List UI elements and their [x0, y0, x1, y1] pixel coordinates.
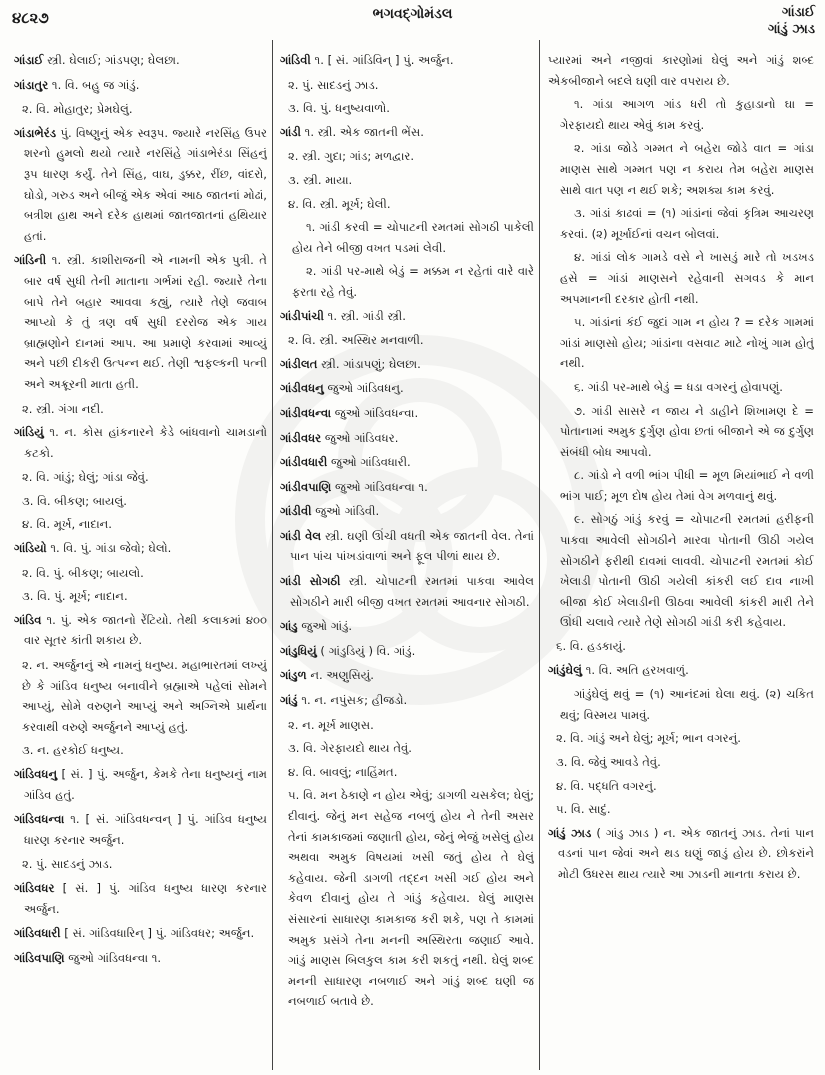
headword: ગાંડું: [280, 693, 298, 708]
guide-word-bottom: ગાંડું ઝાડ: [767, 22, 815, 37]
entry-sense: [548, 752, 814, 773]
idiom-phrase: [280, 217, 534, 258]
headword: ગાંડુધિયું: [280, 643, 317, 658]
entry-sense: [548, 728, 814, 749]
dictionary-entry: [280, 477, 534, 498]
dictionary-entry: [548, 660, 814, 681]
definition-text: સ્ત્રી. ગાંડાપણું; ઘેલછા.: [317, 356, 421, 371]
headword: ગાંડીવધારી: [280, 455, 328, 470]
definition-text: જુઓ ગાંડિવી.: [311, 504, 380, 519]
definition-text: ૪. વિ. સ્ત્રી. મૂર્ખ; ઘેલી.: [288, 196, 391, 211]
headword: ગાંડુંઘેલું: [548, 662, 583, 677]
dictionary-entry: [14, 123, 267, 247]
headword: ગાંડિવધનુ: [14, 767, 58, 781]
definition-text: ૫. વિ. મન ઠેકાણે ન હોય એવું; ડાગળી ચસકેલ; ઘેલું; દીવાનું. જેનું મન સહેજ નબળું હોય ને તેની અસર તેનાં કામકાજમાં જણાતી હોય, જેનું ભેજું ખસેલું હોય અથવા અમુક વિષયમાં ખસી જતું હોય તે ઘેલું કહેવાય. જેની ડાગળી તદ્દન ખસી ગઈ હોય અને કેવળ દીવાનું હોય તે ગાંડું કહેવાય. ઘેલું માણસ સંસારનાં સાધારણ કામકાજ કરી શકે, પણ તે કામમાં અમુક પ્રસંગે તેના મનની અસ્થિરતા જણાઈ આવે. ગાંડું માણસ બિલકુલ કામ કરી શકતું નથી. ઘેલું શબ્દ મનની સાધારણ નબળાઈ અને ગાંડું શબ્દ ઘણી જ નબળાઈ બતાવે છે.: [288, 788, 534, 1009]
dictionary-entry: [280, 403, 534, 424]
dictionary-entry: [280, 50, 534, 71]
idiom-phrase: [548, 465, 814, 506]
dictionary-entry: [280, 306, 534, 327]
dictionary-entry: [548, 823, 814, 885]
page-number: ૪૮૨૭: [12, 9, 49, 27]
definition-text: ૨. ગાંડા જોડે ગમ્મત ને બહેરા જોડે વાત = ગાંડા માણસ સાથે ગમ્મત પણ ન કરાય તેમ બહેરા માણસ સાથે વાત પણ ન થઈ શકે; અશક્ય કામ કરવું.: [560, 141, 814, 197]
guide-words: [768, 4, 815, 38]
headword: ગાંડીવી: [280, 504, 312, 519]
dictionary-entry: [280, 641, 534, 662]
dictionary-entry: [280, 122, 534, 143]
definition-text: ૧. વિ. પું. ગાંડા જેવો; ઘેલો.: [46, 541, 172, 556]
definition-text: ૩. વિ. ગેરફાયદો થાય તેવું.: [288, 741, 412, 756]
idiom-phrase: [548, 684, 814, 725]
headword: ગાંડીવધર: [280, 430, 322, 445]
idiom-phrase: [548, 94, 814, 135]
definition-text: ( ગાંડુડિયું ) વિ. ગાંડું.: [316, 643, 416, 658]
definition-text: જુઓ ગાંડિવધન્વા ૧.: [64, 950, 162, 965]
idiom-phrase: [548, 312, 814, 374]
idiom-phrase: [548, 401, 814, 463]
headword: ગાંડી વેલ: [280, 528, 322, 543]
entry-sense: [14, 491, 267, 512]
definition-text: ૫. વિ. સાદું.: [556, 802, 611, 817]
definition-text: ૩. વિ. પું. ધનુષ્યવાળો.: [288, 101, 390, 116]
entry-sense: [14, 586, 267, 607]
dictionary-entry: [14, 75, 267, 96]
dictionary-entry: [14, 809, 267, 850]
definition-text: ૩. ન. હરકોઈ ધનુષ્ય.: [22, 743, 124, 758]
idiom-phrase: [548, 138, 814, 200]
definition-text: ૨. પું. સાદડનું ઝાડ.: [288, 77, 379, 92]
dictionary-entry: [280, 428, 534, 449]
headword: ગાંડીપાંચી: [280, 308, 324, 323]
headword: ગાંડિવધન્વા: [14, 812, 65, 827]
dictionary-entry: [14, 422, 267, 463]
definition-text: ૧. ગાંડા આગળ ગાંડ ધરી તો કુહાડાનો ઘા = ગેરફાયદો થાય એવું કામ કરવું.: [560, 97, 814, 132]
definition-text: [ સં. ] પું. ગાંડિવ ધનુષ્ય ધારણ કરનાર અર્જુન.: [24, 880, 267, 916]
headword: ગાંડીલત: [280, 356, 318, 371]
definition-text: [ સં. ગાંડિવધારિન્ ] પું. ગાંડિવધર; અર્જુન.: [60, 926, 255, 941]
definition-text: ૪. વિ. મૂર્ખ, નાદાન.: [22, 517, 112, 532]
headword: ગાંડિયું: [14, 425, 44, 440]
definition-text: ૧. વિ. બહુ જ ગાંડું.: [48, 77, 140, 92]
definition-text: પું. વિષ્ણુનું એક સ્વરૂપ. જ્યારે નરસિંહ ઉપર શરનો હુમલો થયો ત્યારે નરસિંહે ગાંડાભેરંડા સિંહનું રૂપ ધારણ કર્યું. તેને સિંહ, વાઘ, ડુક્કર, રીંછ, વાંદરો, ઘોડો, ગરુડ અને બીજું એક એવાં આઠ જાતનાં મોઢાં, બત્રીશ હાથ અને દરેક હાથમાં જાતજાતનાં હથિયાર હતાં.: [24, 125, 267, 243]
entry-sense: [548, 776, 814, 797]
entry-sense: [280, 785, 534, 1012]
headword: ગાંડિવધર: [14, 880, 55, 895]
definition-text: ૨. વિ. પું. બીકણ; બાયલો.: [22, 565, 144, 580]
headword: ગાંડિવી: [280, 53, 311, 67]
entry-sense: [280, 146, 534, 167]
definition-text: ૩. ગાંડાં કાઢવાં = (૧) ગાંડાંનાં જેવાં કૃત્રિમ આચરણ કરવાં. (૨) મૂર્ખાઈનાં વચન બોલવાં.: [560, 206, 814, 241]
definition-text: ૩. વિ. જેવું આવડે તેવું.: [556, 755, 661, 769]
idiom-phrase: [548, 203, 814, 244]
definition-text: ૬. ગાંડી પર-માથે બેડું = ધડા વગરનું હોવાપણું.: [574, 379, 783, 394]
idiom-phrase: [548, 247, 814, 309]
entry-sense: [280, 715, 534, 736]
definition-text: ૧. ન. કોસ હાંકનારને કેડે બાંધવાનો ચામડાનો કટકો.: [24, 425, 267, 460]
entry-sense: [280, 170, 534, 191]
definition-text: ૧. સ્ત્રી. એક જાતની ભેંસ.: [301, 124, 424, 139]
definition-text: ૩. સ્ત્રી. માયા.: [288, 172, 353, 187]
definition-text: જુઓ ગાંડિવધારી.: [327, 455, 411, 470]
entry-sense: [280, 194, 534, 215]
headword: ગાંડી સોગઠી: [280, 574, 341, 589]
definition-text: ૪. ગાંડાં લોક ગામડે વસે ને ખાસડું મારે તો ખડખડ હસે = ગાંડાં માણસને રહેવાની સગવડ કે માન અપમાનની દરકાર હોતી નથી.: [560, 250, 814, 306]
dictionary-entry: [14, 764, 267, 805]
definition-text: ૪. વિ. પદ્ધતિ વગરનું.: [556, 778, 657, 793]
definition-text: ૧. [ સં. ગાંડિવધન્વન્ ] પું. ગાંડિવ ધનુષ્ય ધારણ કરનાર અર્જુન.: [24, 812, 267, 847]
entry-sense: [548, 799, 814, 820]
entry-sense: [14, 467, 267, 488]
definition-text: ૧. વિ. અતિ હરખવાળું.: [582, 662, 689, 677]
dictionary-entry: [280, 526, 534, 567]
definition-text: જુઓ ગાંડિવધન્વા ૧.: [331, 479, 428, 494]
definition-text: ૨. સ્ત્રી. ગંગા નદી.: [22, 401, 104, 416]
headword: ગાંડીવધનુ: [280, 381, 324, 396]
definition-text: ૭. ગાંડી સાસરે ન જાય ને ડાહીને શિખામણ દે = પોતાનામાં અમુક દુર્ગુણ હોવા છતાં બીજાને એ જ દુર્ગુણ સંબંધી બોધ આપવો.: [560, 403, 814, 459]
column-1: [14, 50, 267, 1070]
headword: ગાંડિવ: [14, 612, 42, 627]
dictionary-entry: [280, 690, 534, 711]
dictionary-entry: [14, 538, 267, 559]
definition-text: ૧. [ સં. ગાંડિવિન્ ] પું. અર્જુન.: [310, 53, 454, 67]
definition-text: ૨. વિ. ગાંડું અને ઘેલું; મૂર્ખ; ભાન વગરનું.: [556, 731, 741, 746]
idiom-phrase: [280, 261, 534, 302]
dictionary-entry: [14, 923, 267, 944]
headword: ગાંડુળ: [280, 668, 307, 683]
headword: ગાંડીવધન્વા: [280, 405, 332, 420]
dictionary-entry: [280, 616, 534, 637]
headword: ગાંડિવપાણિ: [14, 950, 65, 965]
dictionary-entry: [14, 948, 267, 969]
continued-text: [548, 50, 814, 91]
dictionary-entry: [14, 250, 267, 394]
definition-text: સ્ત્રી. ચોપાટની રમતમાં પાકવા આવેલ સોગઠીને મારી બીજી વખત રમતમાં આવનાર સોગઠી.: [290, 574, 534, 609]
headword: ગાંડાતુર: [14, 77, 49, 92]
entry-sense: [14, 655, 267, 737]
definition-text: ૩. વિ. બીકણ; બાયલું.: [22, 493, 127, 508]
definition-text: ૧. સ્ત્રી. કાશીરાજની એ નામની એક પુત્રી. તે બાર વર્ષ સુધી તેની માતાના ગર્ભમાં રહી. જ્યારે તેના બાપે તેને બહાર આવવા કહ્યું, ત્યારે તેણે જવાબ આપ્યો કે તું ત્રણ વર્ષ સુધી દરરોજ એક ગાય બ્રાહ્મણોને દાનમાં આપ. આ પ્રમાણે કરવામાં આવ્યું અને પછી દીકરી ઉત્પન્ન થઈ. તેણી શ્વફલ્કની પત્ની અને અક્રૂરની માતા હતી.: [24, 253, 267, 391]
page-header: [0, 0, 825, 40]
entry-sense: [280, 738, 534, 759]
entry-sense: [14, 740, 267, 761]
running-title: ભગવદ્ગોમંડલ: [372, 6, 453, 22]
definition-text: જુઓ ગાંડિવધન્વા.: [331, 405, 419, 420]
entry-sense: [14, 514, 267, 535]
headword: ગાંડુ: [280, 619, 298, 634]
dictionary-entry: [280, 501, 534, 522]
definition-text: ૬. વિ. હડકાયું.: [556, 639, 626, 654]
dictionary-entry: [14, 50, 267, 71]
definition-text: ( ગાંડુ ઝાડ ) ન. એક જાતનું ઝાડ. તેનાં પાન વડનાં પાન જેવાં અને થડ ઘણું જાડું હોય છે. છોકરાંને મોટી ઉધરસ થાય ત્યારે આ ઝાડની માનતા કરાય છે.: [558, 825, 814, 881]
entry-sense: [548, 636, 814, 657]
definition-text: ૨. ન. અર્જુનનું એ નામનું ધનુષ્ય. મહાભારતમાં લખ્યું છે કે ગાંડિવ ધનુષ્ય બનાવીને બ્રહ્માએ પહેલાં સોમને આપ્યું, સોમે વરુણને આપ્યું અને અગ્નિએ પ્રાર્થના કરવાથી વરુણે અર્જુનને આપ્યું હતું.: [22, 658, 267, 734]
dictionary-entry: [280, 452, 534, 473]
definition-text: ૨. વિ. મોહાતુર; પ્રેમઘેલું.: [22, 102, 133, 117]
definition-text: સ્ત્રી. ઘણી ઊંચી વધતી એક જાતની વેલ. તેનાં પાન પાંચ પાંખડાંવાળાં અને ફૂલ પીળાં થાય છે.: [290, 528, 534, 564]
guide-word-top: ગાંડાઈ: [781, 5, 815, 20]
headword: ગાંડાઈ: [14, 53, 44, 67]
definition-text: ૯. સોગઠું ગાંડું કરવું = ચોપાટની રમતમાં હરીફની પાકવા આવેલી સોગઠીને મારવા પોતાની ઊઠી ગયેલ સોગઠીને ફરીથી દાવમાં લાવવી. ચોપાટની રમતમાં કોઈ ખેલાડી પોતાની ઊઠી ગયેલી કાંકરી લઈ દાવ નાખી બીજા કોઈ ખેલાડીની ઊઠવા આવેલી કાંકરી મારી તેને ઊંધી ચલાવે ત્યારે તેણે સોગઠી ગાંડી કરી કહેવાય.: [560, 512, 814, 630]
definition-text: ૫. ગાંડાંનાં કંઈ જુદાં ગામ ન હોય ? = દરેક ગામમાં ગાંડાં માણસો હોય; ગાંડાંના વસવાટ માટે નોખું ગામ હોતું નથી.: [560, 315, 814, 371]
headword: ગાંડાભેરંડ: [14, 125, 57, 140]
entry-sense: [280, 762, 534, 783]
entry-sense: [280, 98, 534, 119]
definition-text: ૪. વિ. બાવલું; નાહિંમત.: [288, 764, 398, 779]
definition-text: ૨. ન. મૂર્ખ માણસ.: [288, 717, 374, 732]
definition-text: સ્ત્રી. ઘેલાઈ; ગાંડપણ; ઘેલછા.: [43, 53, 180, 67]
column-3: [548, 50, 814, 1070]
dictionary-entry: [280, 665, 534, 686]
dictionary-entry: [280, 378, 534, 399]
definition-text: ૨. વિ. ગાંડું; ઘેલું; ગાંડા જેવું.: [22, 470, 149, 485]
definition-text: ૧. ગાંડી કરવી = ચોપાટની રમતમાં સોગઠી પાકેલી હોય તેને બીજી વખત પડમાં લેવી.: [292, 220, 534, 255]
definition-text: ૧. સ્ત્રી. ગાંડી સ્ત્રી.: [323, 308, 406, 323]
definition-text: ૨. પું. સાદડનું ઝાડ.: [22, 857, 113, 872]
idiom-phrase: [548, 377, 814, 398]
definition-text: ૩. વિ. પું. મૂર્ખ; નાદાન.: [22, 589, 128, 604]
dictionary-entry: [14, 610, 267, 651]
headword: ગાંડું ઝાડ: [548, 825, 592, 840]
entry-sense: [14, 99, 267, 120]
definition-text: ૧. ન. નપુંસક; હીજડો.: [297, 693, 408, 708]
definition-text: ૮. ગાંડો ને વળી ભાંગ પીધી = મૂળ મિયાંભાઈ ને વળી ભાંગ પાઈ; મૂળ દોષ હોય તેમાં વેગ મળવાનું થવું.: [560, 468, 814, 503]
entry-sense: [14, 854, 267, 875]
entry-sense: [280, 330, 534, 351]
entry-sense: [14, 563, 267, 584]
entry-sense: [280, 75, 534, 96]
headword: ગાંડિની: [14, 253, 47, 268]
definition-text: ૨. વિ. સ્ત્રી. અસ્થિર મનવાળી.: [288, 333, 424, 348]
entry-sense: [14, 399, 267, 420]
headword: ગાંડી: [280, 124, 301, 139]
definition-text: ૨. ગાંડી પર-માથે બેડું = મક્કમ ન રહેતાં વારે વારે ફરતા રહે તેવું.: [292, 264, 534, 299]
definition-text: ૨. સ્ત્રી. ગુદા; ગાંડ; મળદ્વાર.: [288, 149, 415, 164]
definition-text: જુઓ ગાંડું.: [297, 619, 353, 634]
headword: ગાંડીવપાણિ: [280, 479, 332, 494]
dictionary-columns: [0, 50, 825, 1070]
dictionary-entry: [280, 354, 534, 375]
dictionary-entry: [14, 878, 267, 919]
definition-text: ગાંડુંઘેલું થવું = (૧) આનંદમાં ઘેલા થવું. (૨) ચકિત થવું; વિસ્મય પામવું.: [560, 687, 814, 722]
definition-text: [ સં. ] પું. અર્જુન, કેમકે તેના ધનુષ્યનું નામ ગાંડિવ હતું.: [24, 767, 267, 802]
column-2: [280, 50, 534, 1070]
definition-text: ન. અણુસિયું.: [306, 668, 374, 683]
definition-text: જુઓ ગાંડિવધનુ.: [323, 381, 404, 396]
idiom-phrase: [548, 509, 814, 633]
definition-text: પ્યારમાં અને નજીવાં કારણોમાં ઘેલું અને ગાંડું શબ્દ એકબીજાને બદલે ઘણી વાર વપરાય છે.: [548, 53, 814, 88]
headword: ગાંડિવધારી: [14, 926, 61, 941]
dictionary-entry: [280, 571, 534, 612]
definition-text: ૧. પું. એક જાતનો રેંટિયો. તેથી કલાકમાં ૪૦૦ વાર સૂતર કાંતી શકાય છે.: [24, 612, 267, 648]
headword: ગાંડિયો: [14, 541, 47, 556]
definition-text: જુઓ ગાંડિવધર.: [321, 430, 399, 445]
